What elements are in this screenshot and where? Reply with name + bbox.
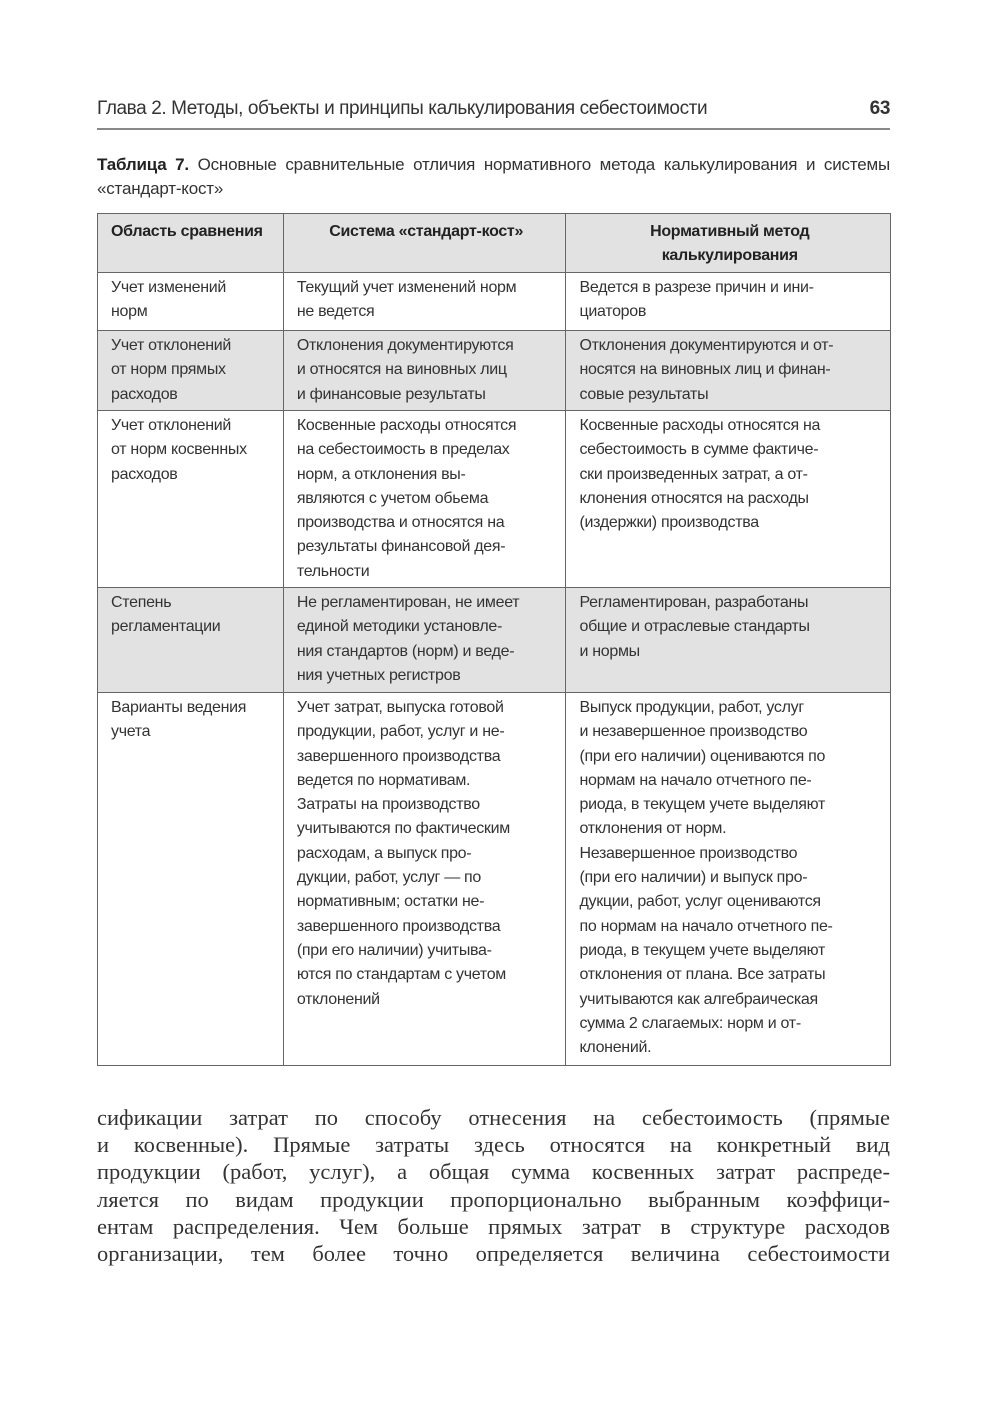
comparison-table: [97, 213, 891, 1066]
table-cell: Варианты ведения учета: [98, 693, 284, 1066]
table-cell: Косвенные расходы относятся на себестоимость в пределах норм, а отклонения вы- являются с учетом обьема производства и относятся на результаты финансовой дея- тельности: [283, 411, 566, 588]
body-line: продукции (работ, услуг), а общая сумма косвенных затрат распреде-: [97, 1159, 890, 1185]
table-header-row: [98, 214, 891, 273]
page-number: 63: [869, 98, 890, 119]
body-line: организации, тем более точно определяется величина себестоимости: [97, 1241, 890, 1267]
body-line: и косвенные). Прямые затраты здесь относятся на конкретный вид: [97, 1132, 890, 1158]
column-header: Нормативный метод калькулирования: [566, 214, 891, 273]
table-cell: Учет затрат, выпуска готовой продукции, работ, услуг и не- завершенного производства ведется по нормативам. Затраты на производство учитываются по фактическим расходам, а выпуск про- дукции, работ, услуг — по нормативным; остатки не- завершенного производства (при его наличии) учитыва- ются по стандартам с учетом отклонений: [283, 693, 566, 1066]
body-line: ляется по видам продукции пропорционально выбранным коэффици-: [97, 1186, 890, 1212]
body-line: сификации затрат по способу отнесения на себестоимость (прямые: [97, 1105, 890, 1130]
table-row: [98, 411, 891, 588]
table-cell: Степень регламентации: [98, 588, 284, 693]
body-paragraph: [97, 1104, 890, 1267]
table-row: [98, 693, 891, 1066]
table-row: [98, 273, 891, 331]
running-header: [97, 96, 890, 126]
table-cell: Отклонения документируются и от- носятся на виновных лиц и финан- совые результаты: [566, 331, 891, 411]
table-caption: [97, 153, 890, 201]
header-rule: [97, 128, 890, 130]
table-cell: Отклонения документируются и относятся на виновных лиц и финансовые результаты: [283, 331, 566, 411]
column-header: Система «стандарт-кост»: [283, 214, 566, 273]
table-cell: Учет отклонений от норм косвенных расходов: [98, 411, 284, 588]
column-header: Область сравнения: [98, 214, 284, 273]
table-label: Таблица 7.: [97, 155, 189, 174]
body-line: ентам распределения. Чем больше прямых затрат в структуре расходов: [97, 1213, 890, 1239]
table-caption-text: Основные сравнительные отличия нормативного метода калькулирования и системы «стандарт-кост»: [97, 155, 890, 198]
table-cell: Не регламентирован, не имеет единой методики установле- ния стандартов (норм) и веде- ния учетных регистров: [283, 588, 566, 693]
table-cell: Учет изменений норм: [98, 273, 284, 331]
table-cell: Выпуск продукции, работ, услуг и незавершенное производство (при его наличии) оцениваются по нормам на начало отчетного пе- риода, в текущем учете выделяют отклонения от норм. Незавершенное производство (при его наличии) и выпуск про- дукции, работ, услуг оцениваются по нормам на начало отчетного пе- риода, в текущем учете выделяют отклонения от плана. Все затраты учитываются как алгебраическая сумма 2 слагаемых: норм и от- клонений.: [566, 693, 891, 1066]
table-cell: Регламентирован, разработаны общие и отраслевые стандарты и нормы: [566, 588, 891, 693]
table-row: [98, 331, 891, 411]
table-cell: Ведется в разрезе причин и ини- циаторов: [566, 273, 891, 331]
table-cell: Учет отклонений от норм прямых расходов: [98, 331, 284, 411]
table-cell: Текущий учет изменений норм не ведется: [283, 273, 566, 331]
table-cell: Косвенные расходы относятся на себестоимость в сумме фактиче- ски произведенных затрат, а от- клонения относятся на расходы (издержки) производства: [566, 411, 891, 588]
table-row: [98, 588, 891, 693]
running-title: Глава 2. Методы, объекты и принципы калькулирования себестоимости: [97, 98, 708, 119]
